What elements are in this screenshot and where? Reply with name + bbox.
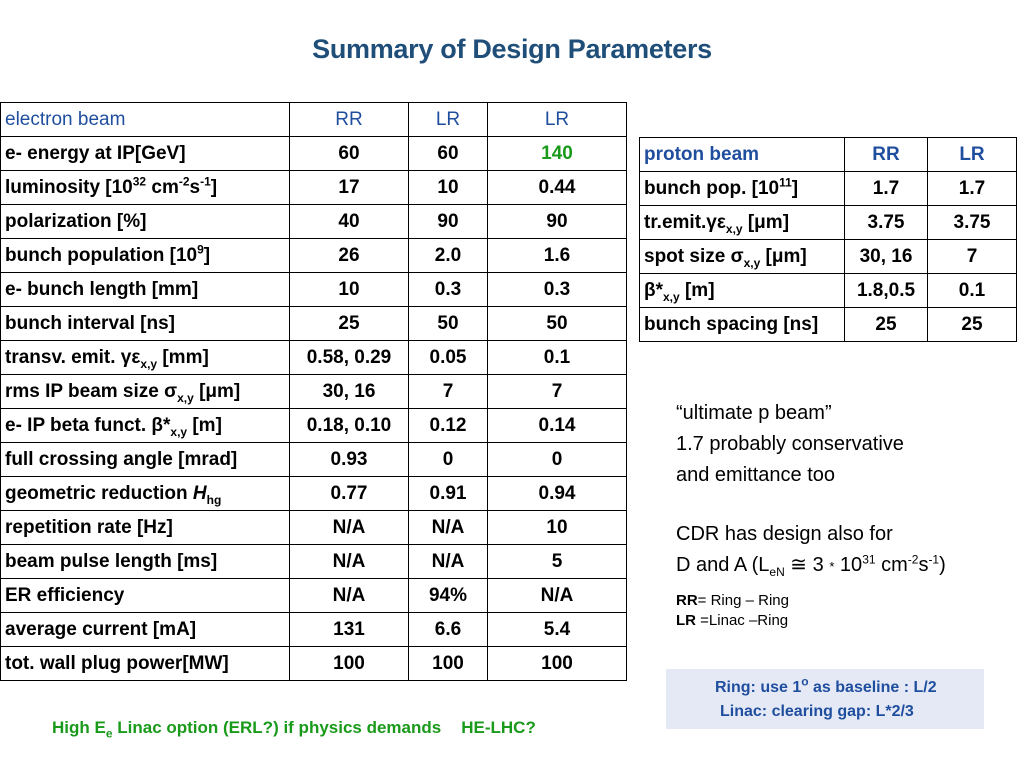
label-text: bunch population [10 <box>5 244 198 266</box>
value-cell: 0.44 <box>488 171 627 205</box>
table-row <box>1 545 627 579</box>
label-sub: x,y <box>725 221 743 236</box>
note-text: 10 <box>834 554 863 576</box>
note-sub: eN <box>769 565 785 579</box>
row-label: beam pulse length [ms] <box>1 545 290 579</box>
value-cell: 0 <box>488 443 627 477</box>
value-cell: 30, 16 <box>845 240 928 274</box>
value-cell: 100 <box>290 647 409 681</box>
value-cell: 60 <box>290 137 409 171</box>
label-text: bunch pop. [10 <box>644 177 780 199</box>
label-text: luminosity [10 <box>5 176 133 198</box>
value-cell: 0.05 <box>409 341 488 375</box>
label-text: ] <box>210 176 218 198</box>
note-sup: 31 <box>862 552 876 567</box>
row-label: polarization [%] <box>1 205 290 239</box>
value-cell: 25 <box>290 307 409 341</box>
value-cell: 7 <box>488 375 627 409</box>
header-lr-2: LR <box>488 103 627 137</box>
value-cell: 3.75 <box>845 206 928 240</box>
table-row <box>1 341 627 375</box>
label-sub: hg <box>206 492 222 507</box>
value-cell: N/A <box>409 511 488 545</box>
value-cell: 0.14 <box>488 409 627 443</box>
header-lr: LR <box>928 138 1017 172</box>
note-text: ≅ 3 <box>784 554 830 576</box>
legend-line <box>676 591 789 611</box>
label-sup: -2 <box>178 174 190 189</box>
value-cell: 25 <box>928 308 1017 342</box>
value-cell: 10 <box>488 511 627 545</box>
value-cell: 0.3 <box>409 273 488 307</box>
row-label <box>1 239 290 273</box>
table-row <box>1 511 627 545</box>
label-sup: 9 <box>197 242 204 257</box>
value-cell: 100 <box>409 647 488 681</box>
header-lr: LR <box>409 103 488 137</box>
value-cell: 40 <box>290 205 409 239</box>
value-cell: 60 <box>409 137 488 171</box>
label-text: geometric reduction <box>5 482 193 504</box>
footer-text: High E <box>52 718 106 737</box>
value-cell: 0.58, 0.29 <box>290 341 409 375</box>
value-cell: 131 <box>290 613 409 647</box>
value-cell: 5.4 <box>488 613 627 647</box>
row-label: full crossing angle [mrad] <box>1 443 290 477</box>
value-cell: 10 <box>409 171 488 205</box>
label-text: [m] <box>187 414 222 436</box>
note-line: “ultimate p beam” <box>676 402 832 424</box>
legend-key: LR <box>676 612 696 629</box>
table-header-row <box>640 138 1017 172</box>
footer-sub: e <box>105 726 113 741</box>
label-sup: 11 <box>779 175 792 190</box>
value-cell: 30, 16 <box>290 375 409 409</box>
value-cell: 1.8,0.5 <box>845 274 928 308</box>
label-sup: 32 <box>132 174 147 189</box>
label-italic: H <box>192 482 207 504</box>
value-cell: 5 <box>488 545 627 579</box>
box-line <box>715 674 937 699</box>
label-text: [mm] <box>157 346 209 368</box>
row-label: average current [mA] <box>1 613 290 647</box>
label-text: cm <box>146 176 179 198</box>
table-row <box>1 409 627 443</box>
label-sub: x,y <box>140 356 158 371</box>
value-cell: 0.94 <box>488 477 627 511</box>
value-cell: 0.91 <box>409 477 488 511</box>
table-row <box>1 137 627 171</box>
row-label: tot. wall plug power[MW] <box>1 647 290 681</box>
table-row <box>640 172 1017 206</box>
row-label <box>640 172 845 206</box>
value-cell-highlight: 140 <box>488 137 627 171</box>
label-text: rms IP beam size σ <box>5 380 178 402</box>
value-cell: 0.18, 0.10 <box>290 409 409 443</box>
label-text: ] <box>203 244 211 266</box>
label-sub: x,y <box>663 289 680 304</box>
value-cell: N/A <box>290 511 409 545</box>
table-row <box>1 375 627 409</box>
footer-note <box>52 718 536 741</box>
value-cell: 1.6 <box>488 239 627 273</box>
legend-text: =Linac –Ring <box>696 612 789 629</box>
label-sub: x,y <box>177 390 194 405</box>
note-sup: -1 <box>928 552 940 567</box>
label-text: s <box>189 176 201 198</box>
value-cell: 0.77 <box>290 477 409 511</box>
proton-beam-header: proton beam <box>640 138 845 172</box>
value-cell: 94% <box>409 579 488 613</box>
value-cell: 25 <box>845 308 928 342</box>
label-text: [μm] <box>742 211 790 233</box>
value-cell: N/A <box>488 579 627 613</box>
note-text: s <box>918 554 929 576</box>
value-cell: 0 <box>409 443 488 477</box>
value-cell: 2.0 <box>409 239 488 273</box>
note-line: CDR has design also for <box>676 523 893 545</box>
notes-block <box>676 398 946 582</box>
value-cell: 6.6 <box>409 613 488 647</box>
value-cell: 100 <box>488 647 627 681</box>
note-text: cm <box>875 554 908 576</box>
label-text: [μm] <box>760 245 807 267</box>
value-cell: 7 <box>928 240 1017 274</box>
note-text: ) <box>939 554 946 576</box>
label-text: [m] <box>679 279 715 301</box>
table-row <box>640 274 1017 308</box>
value-cell: N/A <box>409 545 488 579</box>
note-text: D and A (L <box>676 554 770 576</box>
footer-text: Linac option (ERL?) if physics demands <box>112 718 442 737</box>
row-label <box>1 341 290 375</box>
row-label: e- bunch length [mm] <box>1 273 290 307</box>
value-cell: 0.93 <box>290 443 409 477</box>
value-cell: 26 <box>290 239 409 273</box>
note-line: and emittance too <box>676 464 835 486</box>
legend-text: = Ring – Ring <box>697 592 789 609</box>
row-label <box>1 477 290 511</box>
value-cell: 50 <box>488 307 627 341</box>
label-sub: x,y <box>170 424 188 439</box>
row-label <box>1 375 290 409</box>
table-row <box>1 205 627 239</box>
row-label: repetition rate [Hz] <box>1 511 290 545</box>
note-line-formula <box>676 550 946 582</box>
table-row <box>1 443 627 477</box>
value-cell: 0.12 <box>409 409 488 443</box>
legend-line <box>676 611 789 631</box>
value-cell: 3.75 <box>928 206 1017 240</box>
label-sub: x,y <box>743 255 761 270</box>
row-label <box>640 206 845 240</box>
table-row <box>1 273 627 307</box>
proton-beam-table <box>639 137 1017 342</box>
table-row <box>640 240 1017 274</box>
row-label: e- energy at IP[GeV] <box>1 137 290 171</box>
value-cell: 0.1 <box>488 341 627 375</box>
row-label: ER efficiency <box>1 579 290 613</box>
value-cell: 1.7 <box>928 172 1017 206</box>
table-row <box>1 579 627 613</box>
row-label <box>1 171 290 205</box>
label-text: tr.emit.γε <box>644 211 726 233</box>
note-line: 1.7 probably conservative <box>676 433 904 455</box>
value-cell: 50 <box>409 307 488 341</box>
box-text: Ring: use 1 <box>715 679 802 696</box>
legend <box>676 591 789 631</box>
value-cell: 90 <box>488 205 627 239</box>
footer-extra: HE-LHC? <box>461 718 536 737</box>
table-row <box>1 613 627 647</box>
label-sup: -1 <box>200 174 211 189</box>
box-text: as baseline : L/2 <box>808 679 937 696</box>
electron-beam-table <box>0 102 627 681</box>
header-rr: RR <box>290 103 409 137</box>
label-text: transv. emit. γε <box>5 346 141 368</box>
table-row <box>1 477 627 511</box>
label-text: spot size σ <box>644 245 744 267</box>
row-label: bunch spacing [ns] <box>640 308 845 342</box>
page-title: Summary of Design Parameters <box>312 34 712 64</box>
table-row <box>640 308 1017 342</box>
value-cell: 17 <box>290 171 409 205</box>
header-rr: RR <box>845 138 928 172</box>
row-label: bunch interval [ns] <box>1 307 290 341</box>
label-text: e- IP beta funct. β* <box>5 414 171 436</box>
legend-key: RR <box>676 592 698 609</box>
note-text: * <box>829 559 835 574</box>
value-cell: 0.1 <box>928 274 1017 308</box>
row-label <box>640 274 845 308</box>
table-header-row <box>1 103 627 137</box>
value-cell: N/A <box>290 545 409 579</box>
box-line: Linac: clearing gap: L*2/3 <box>720 703 914 720</box>
box-sup: o <box>801 674 809 689</box>
row-label <box>1 409 290 443</box>
value-cell: 10 <box>290 273 409 307</box>
label-text: β* <box>644 279 663 301</box>
value-cell: 7 <box>409 375 488 409</box>
baseline-box <box>666 669 984 729</box>
row-label <box>640 240 845 274</box>
note-sup: -2 <box>907 552 919 567</box>
label-text: ] <box>791 177 799 199</box>
table-row <box>640 206 1017 240</box>
table-row <box>1 647 627 681</box>
value-cell: 0.3 <box>488 273 627 307</box>
label-text: [μm] <box>193 380 241 402</box>
value-cell: 90 <box>409 205 488 239</box>
electron-beam-header: electron beam <box>1 103 290 137</box>
table-row <box>1 239 627 273</box>
table-row <box>1 171 627 205</box>
value-cell: 1.7 <box>845 172 928 206</box>
value-cell: N/A <box>290 579 409 613</box>
table-row <box>1 307 627 341</box>
